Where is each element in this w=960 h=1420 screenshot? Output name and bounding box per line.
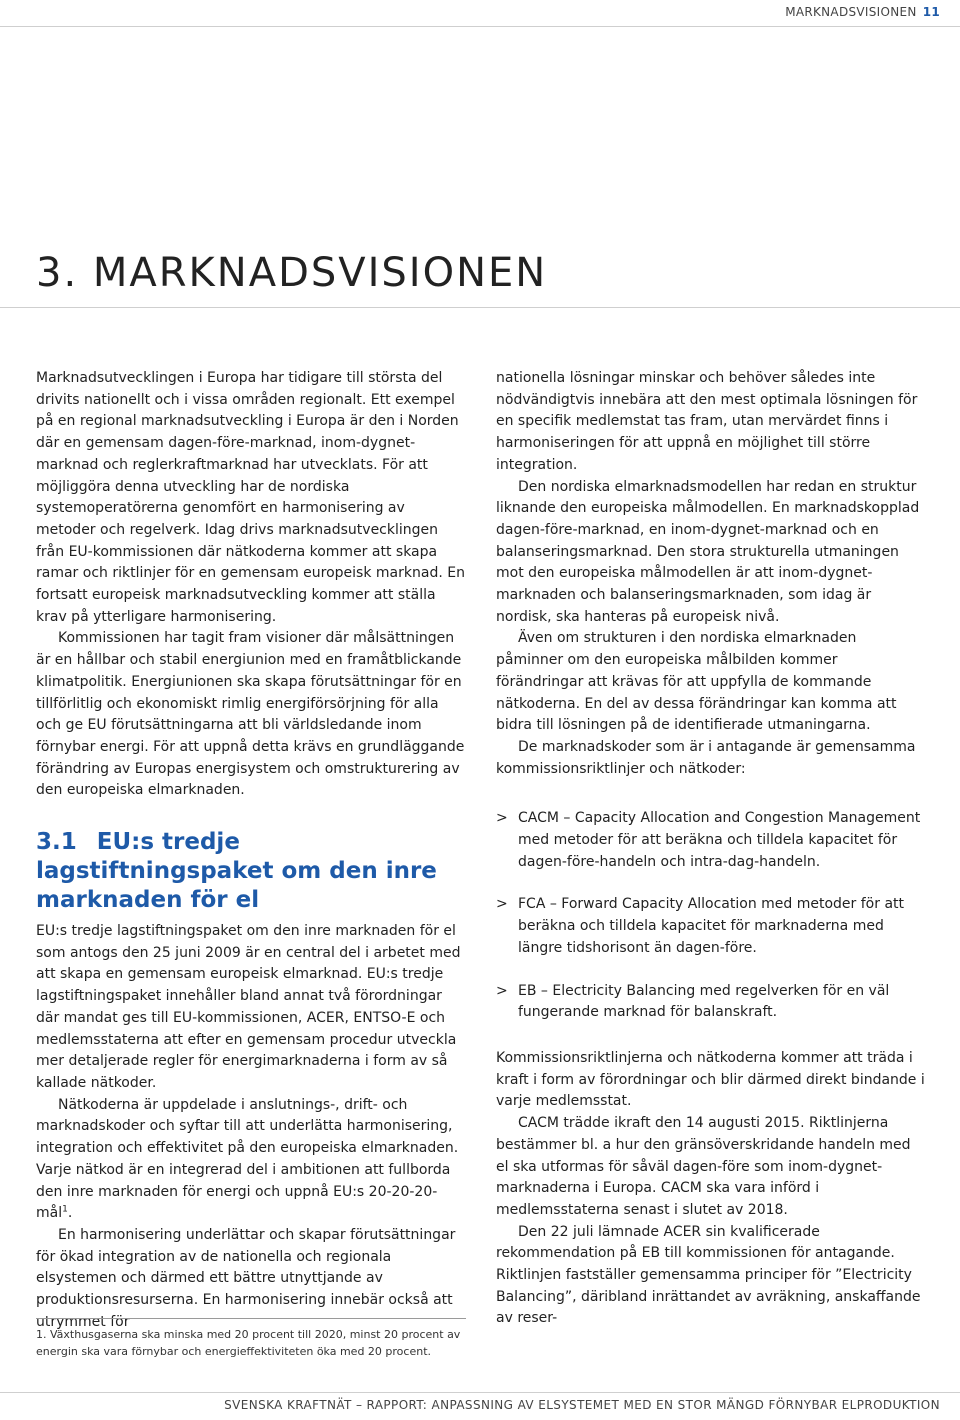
chapter-title: 3. MARKNADSVISIONEN	[36, 250, 548, 296]
list-item-text: CACM – Capacity Allocation and Congestion Management med metoder för att beräkna och tilldela kapacitet för dagen-före-handeln och intra-dag-handeln.	[518, 810, 921, 870]
running-footer: SVENSKA KRAFTNÄT – RAPPORT: ANPASSNING AV ELSYSTEMET MED EN STOR MÄNGD FÖRNYBAR ELPRODUKTION	[224, 1398, 940, 1412]
page-number: 11	[922, 5, 940, 19]
footnote-ref[interactable]: 1	[62, 1204, 68, 1215]
body-paragraph: CACM trädde ikraft den 14 augusti 2015. Riktlinjerna bestämmer bl. a hur den gränsöverskridande handeln med el ska utformas för såväl dagen-före som inom-dygnet-marknaderna i Europa. CACM ska vara införd i medlemsstaterna senast i slutet av 2018.	[496, 1115, 911, 1218]
footnote: 1. Växthusgaserna ska minska med 20 procent till 2020, minst 20 procent av energin ska vara förnybar och energieffektiviteten öka med 20 procent.	[36, 1328, 461, 1358]
body-paragraph: Den nordiska elmarknadsmodellen har redan en struktur liknande den europeiska målmodellen. En marknadskopplad dagen-före-marknad, en inom-dygnet-marknad och en balanseringsmarknad. Den stora strukturella utmaningen mot den europeiska målmodellen är att inom-dygnet-marknaden och balanseringsmarknaden, som idag är nordisk, ska hanteras på europeisk nivå.	[496, 478, 920, 625]
list-item-text: EB – Electricity Balancing med regelverken för en väl fungerande marknad för balanskraft.	[518, 982, 890, 1021]
body-paragraph: nationella lösningar minskar och behöver således inte nödvändigtvis innebära att den mest optimala lösningen för en specifik medlemstat tas fram, utan mervärdet finns i harmoniseringen för att uppnå en möjlighet till större integration.	[496, 370, 918, 473]
list-item	[496, 894, 926, 959]
paragraph-end: .	[67, 1205, 73, 1222]
body-paragraph: Marknadsutvecklingen i Europa har tidigare till största del drivits nationellt och i vissa områden regionalt. Ett exempel på en regional marknadsutveckling i Europa är den i Norden där en gemensam dagen-före-marknad, inom-dygnet-marknad och reglerkraftmarknad har utvecklats. För att möjliggöra denna utveckling har de nordiska systemoperatörerna genomfört en harmonisering av metoder och regelverk. Idag drivs marknadsutvecklingen från EU-kommissionen där nätkoderna kommer att skapa ramar och riktlinjer för en gemensam europeisk marknad. En fortsatt europeisk marknadsutveckling kommer att ställa krav på ytterligare harmonisering.	[36, 370, 465, 625]
body-paragraph: En harmonisering underlättar och skapar förutsättningar för ökad integration av de nationella och regionala elsystemen och därmed ett bättre utnyttjande av produktionsresurserna. En harmonisering innebär också att utrymmet för	[36, 1226, 456, 1330]
section-number: 3.1	[36, 829, 77, 856]
right-column	[496, 368, 926, 1330]
header-divider	[0, 26, 960, 27]
title-divider	[0, 307, 960, 308]
list-item	[496, 808, 926, 873]
paragraph-text: Nätkoderna är uppdelade i anslutnings-, drift- och marknadskoder och syftar till att underlätta harmonisering, integration och effektivitet på den europeiska elmarknaden. Varje nätkod är en integrerad del i ambitionen att fullborda den inre marknaden för energi och uppnå EU:s 20-20-20-mål	[36, 1096, 459, 1222]
netcode-list	[496, 808, 926, 1024]
list-marker: >	[496, 810, 508, 827]
list-item	[496, 981, 926, 1024]
body-paragraph: De marknadskoder som är i antagande är gemensamma kommissionsriktlinjer och nätkoder:	[496, 738, 916, 777]
body-paragraph: Även om strukturen i den nordiska elmarknaden påminner om den europeiska målbilden kommer förändringar att krävas för att uppfylla de kommande nätkoderna. En del av dessa förändringar kan komma att bidra till lösningen på de identifierade utmaningarna.	[496, 630, 897, 734]
body-paragraph: Kommissionsriktlinjerna och nätkoderna kommer att träda i kraft i form av förordningar och blir därmed direkt bindande i varje medlemsstat.	[496, 1049, 925, 1110]
running-header	[785, 0, 940, 24]
left-column	[36, 368, 466, 1333]
body-paragraph	[36, 1095, 466, 1225]
list-item-text: FCA – Forward Capacity Allocation med metoder för att beräkna och tilldela kapacitet för marknaderna med längre tidshorisont än dagen-före.	[518, 896, 905, 956]
footnote-divider	[36, 1318, 466, 1319]
body-paragraph: EU:s tredje lagstiftningspaket om den inre marknaden för el som antogs den 25 juni 2009 är en central del i arbetet med att skapa en gemensam europeisk elmarknad. EU:s tredje lagstiftningspaket innehåller bland annat två förordningar där mandat ges till EU-kommissionen, ACER, ENTSO-E och medlemsstaterna att efter en gemensam procedur utveckla mer detaljerade regler för energimarknaderna i form av så kallade nätkoder.	[36, 923, 461, 1091]
running-header-section: MARKNADSVISIONEN	[785, 5, 917, 19]
section-heading	[36, 828, 466, 915]
list-marker: >	[496, 982, 508, 999]
footer-divider	[0, 1392, 960, 1393]
body-paragraph: Kommissionen har tagit fram visioner där målsättningen är en hållbar och stabil energiunion med en framåtblickande klimatpolitik. Energiunionen ska skapa förutsättningar för en tillförlitlig och ekonomiskt rimlig energiförsörjning för alla och ge EU förutsättningarna att bli världsledande inom förnybar energi. För att uppnå detta krävs en grundläggande förändring av Europas energisystem och omstrukturering av den europeiska elmarknaden.	[36, 630, 465, 799]
body-paragraph: Den 22 juli lämnade ACER sin kvalificerade rekommendation på EB till kommissionen för antagande. Riktlinjen fastställer gemensamma principer för ”Electricity Balancing”, däribland inrättandet av avräkning, anskaffande av reser-	[496, 1223, 921, 1327]
section-title: EU:s tredje lagstiftningspaket om den inre marknaden för el	[36, 829, 437, 914]
list-marker: >	[496, 896, 508, 913]
